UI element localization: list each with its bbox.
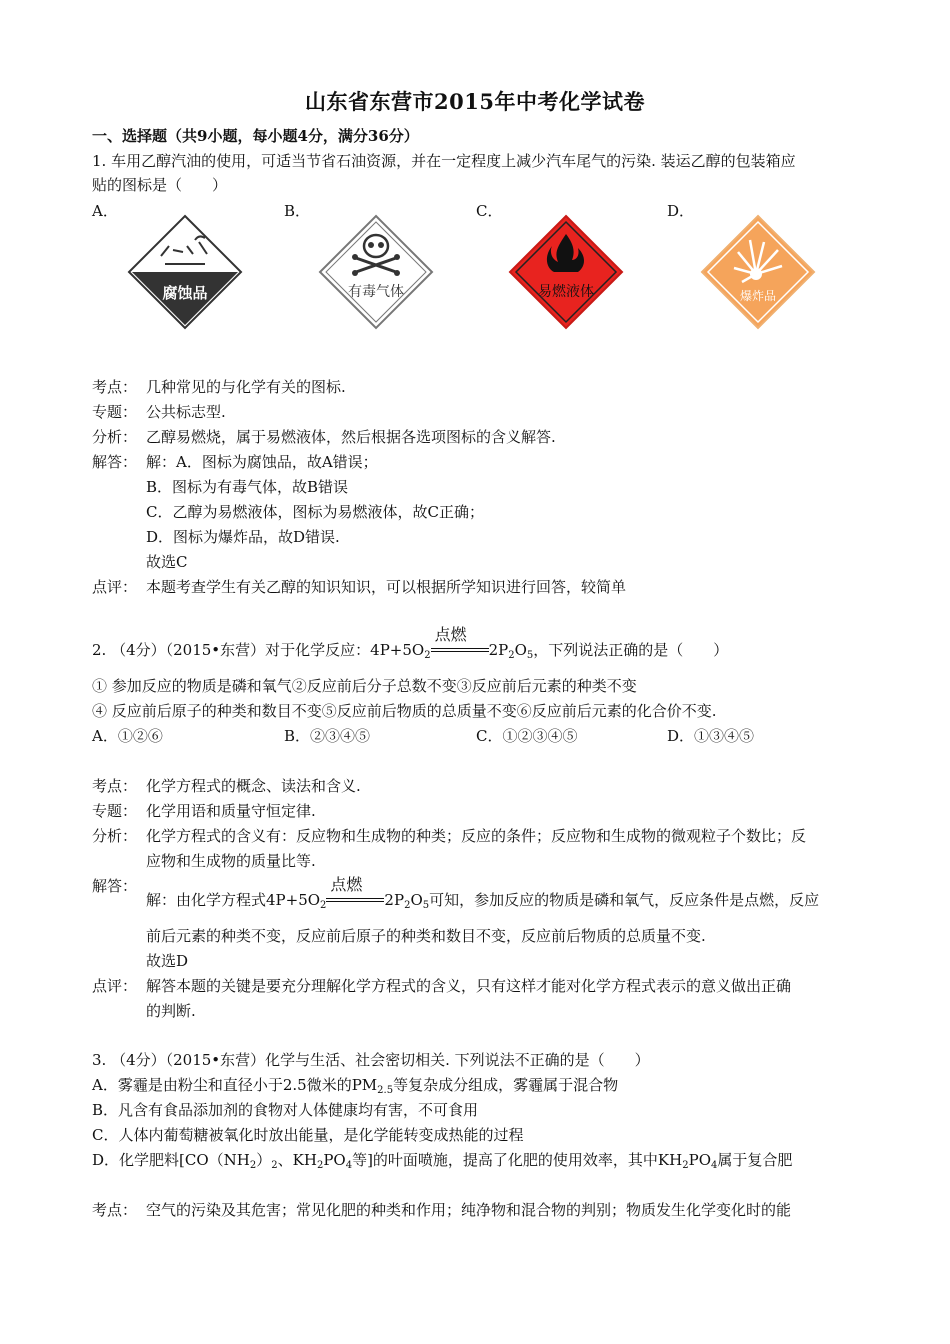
section-heading: 一、选择题（共9小题，每小题4分，满分36分） <box>92 127 419 145</box>
q2-kaodian-label: 考点： <box>92 777 138 795</box>
q3-d-part: PO <box>688 1151 711 1169</box>
q1-jieda-label: 解答： <box>92 453 138 471</box>
reaction-condition-arrow <box>326 875 384 910</box>
flammable-liquid-sign-icon <box>506 212 626 332</box>
q3-d-part: PO <box>323 1151 346 1169</box>
toxic-gas-sign-icon <box>316 212 436 332</box>
q1-jieda-line: D．图标为爆炸品，故D错误. <box>146 528 340 546</box>
q1-kaodian: 几种常见的与化学有关的图标. <box>146 378 346 396</box>
q2-zhuanti-label: 专题： <box>92 802 138 820</box>
reaction-condition: 点燃 <box>434 625 467 644</box>
q3-a-sub: 2.5 <box>377 1085 394 1096</box>
q2-dianping-line2: 的判断. <box>146 1002 196 1020</box>
q3-d-part: ） <box>256 1151 272 1169</box>
q1-zhuanti: 公共标志型. <box>146 403 226 421</box>
q1-jieda-line: 故选C <box>146 553 188 571</box>
q2-stem-prefix: 2. （4分）（2015•东营）对于化学反应：4P+5O <box>92 641 425 659</box>
q2-option-b: B．②③④⑤ <box>284 727 371 745</box>
q2-jieda-line2: 前后元素的种类不变，反应前后原子的种类和数目不变，反应前后物质的总质量不变. <box>146 927 706 945</box>
sign-c-text: 易燃液体 <box>538 284 594 300</box>
q1-option-a-label: A． <box>92 202 118 220</box>
q2-fenxi-line2: 应物和生成物的质量比等. <box>146 852 316 870</box>
q1-option-d-label: D． <box>667 202 695 220</box>
q1-jieda-line: C．乙醇为易燃液体，图标为易燃液体，故C正确； <box>146 503 484 521</box>
q3-kaodian-label: 考点： <box>92 1201 138 1219</box>
q1-dianping: 本题考查学生有关乙醇的知识知识，可以根据所学知识进行回答，较简单 <box>146 578 627 596</box>
q2-option-d: D．①③④⑤ <box>667 727 755 745</box>
q1-stem-line1: 1. 车用乙醇汽油的使用，可适当节省石油资源，并在一定程度上减少汽车尾气的污染. 装运乙醇的包装箱应 <box>92 152 796 170</box>
q2-jieda-suffix: 可知，参加反应的物质是磷和氧气，反应条件是点燃，反应 <box>429 891 820 909</box>
q2-statements-line2: ④ 反应前后原子的种类和数目不变⑤反应前后物质的总质量不变⑥反应前后元素的化合价不变. <box>92 702 717 720</box>
sign-b-text: 有毒气体 <box>348 284 404 300</box>
q3-d-part: 等]的叶面喷施，提高了化肥的使用效率，其中KH <box>352 1151 683 1169</box>
q2-zhuanti: 化学用语和质量守恒定律. <box>146 802 316 820</box>
q2-fenxi-line1: 化学方程式的含义有：反应物和生成物的种类；反应的条件；反应物和生成物的微观粒子个数比；反 <box>146 827 807 845</box>
q3-d-part: 、KH <box>277 1151 317 1169</box>
q2-jieda-line3: 故选D <box>146 952 189 970</box>
reaction-condition-arrow <box>431 625 489 660</box>
sign-a-text: 腐蚀品 <box>162 284 208 302</box>
q3-option-a <box>92 1075 618 1095</box>
q2-dianping-line1: 解答本题的关键是要充分理解化学方程式的含义，只有这样才能对化学方程式表示的意义做出正确 <box>146 977 792 995</box>
q1-jieda-line: 解：A．图标为腐蚀品，故A错误； <box>146 453 378 471</box>
q3-a-prefix: A．雾霾是由粉尘和直径小于2.5微米的PM <box>92 1076 378 1094</box>
corrosive-sign-icon <box>125 212 245 332</box>
q2-statements-line1: ① 参加反应的物质是磷和氧气②反应前后分子总数不变③反应前后元素的种类不变 <box>92 677 637 695</box>
q2-stem-suffix: ，下列说法正确的是（ ） <box>533 641 729 659</box>
q2-jieda-label: 解答： <box>92 877 138 895</box>
q1-option-c-label: C． <box>476 202 503 220</box>
q1-stem-line2: 贴的图标是（ ） <box>92 176 228 194</box>
q2-jieda-prefix: 解：由化学方程式4P+5O <box>146 891 321 909</box>
q1-fenxi: 乙醇易燃烧，属于易燃液体，然后根据各选项图标的含义解答. <box>146 428 556 446</box>
q3-option-d: D．化学肥料[$CO(NH_2)_2$、$KH_2PO_4$等]的叶面喷施，提高了化肥的使用效率，其中$KH_2PO_4$属于复合肥 <box>92 1151 793 1171</box>
reaction-condition: 点燃 <box>330 875 363 894</box>
q1-jieda-line: B．图标为有毒气体，故B错误 <box>146 478 349 496</box>
q2-kaodian: 化学方程式的概念、读法和含义. <box>146 777 361 795</box>
q1-zhuanti-label: 专题： <box>92 403 138 421</box>
q1-fenxi-label: 分析： <box>92 428 138 446</box>
q3-kaodian: 空气的污染及其危害；常见化肥的种类和作用；纯净物和混合物的判别；物质发生化学变化时的能 <box>146 1201 792 1219</box>
q3-stem: 3. （4分）（2015•东营）化学与生活、社会密切相关. 下列说法不正确的是（ ） <box>92 1051 650 1069</box>
q1-dianping-label: 点评： <box>92 578 138 596</box>
q3-a-suffix: 等复杂成分组成，雾霾属于混合物 <box>393 1076 619 1094</box>
q2-jieda-line1: 解：由化学方程式$4P+5O_2$ 点燃 $2P_2O_5$可知，参加反应的物质是磷和氧气，反应条件是点燃，反应 <box>146 875 820 911</box>
q3-option-c: C．人体内葡萄糖被氧化时放出能量，是化学能转变成热能的过程 <box>92 1126 524 1144</box>
q1-option-b-label: B． <box>284 202 311 220</box>
q3-d-part: D．化学肥料[CO（NH <box>92 1151 250 1169</box>
explosive-sign-icon <box>698 212 818 332</box>
q2-stem: 2. （4分）（2015•东营）对于化学反应：$4P+5O_2$ 点燃 $2P_2O_5$，下列说法正确的是（ ） <box>92 625 729 661</box>
q2-option-a: A．①②⑥ <box>92 727 163 745</box>
page-title: 山东省东营市2015年中考化学试卷 <box>305 89 645 114</box>
q1-kaodian-label: 考点： <box>92 378 138 396</box>
q3-option-b: B．凡含有食品添加剂的食物对人体健康均有害，不可食用 <box>92 1101 479 1119</box>
q2-fenxi-label: 分析： <box>92 827 138 845</box>
q2-option-c: C．①②③④⑤ <box>476 727 578 745</box>
q3-d-part: 属于复合肥 <box>717 1151 793 1169</box>
q2-dianping-label: 点评： <box>92 977 138 995</box>
sign-d-text: 爆炸品 <box>739 289 777 303</box>
